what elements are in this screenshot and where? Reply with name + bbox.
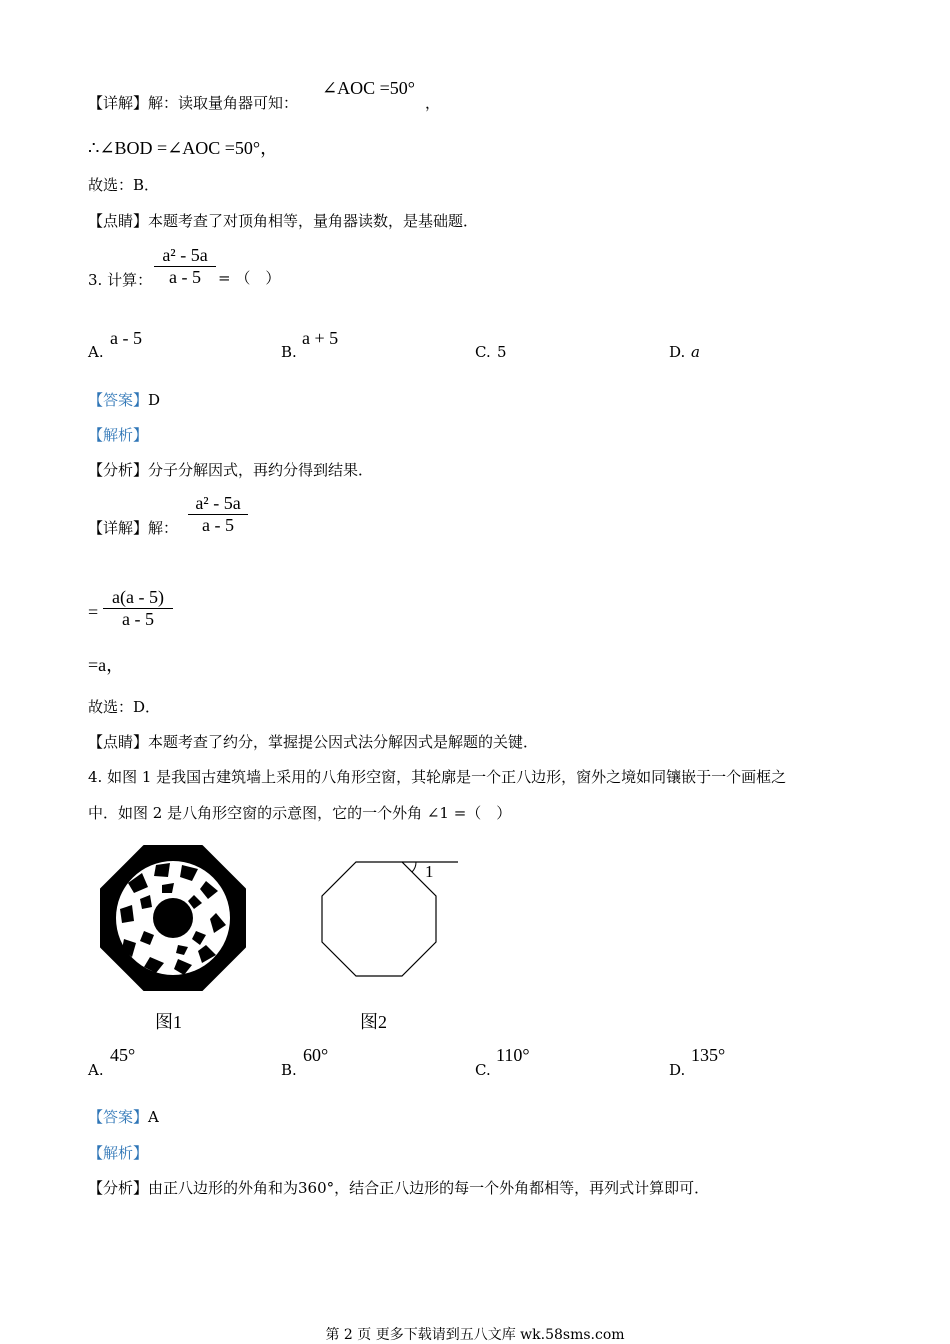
answer-value: D	[148, 391, 161, 409]
q3-detail-fraction	[188, 493, 248, 536]
q4-option-b-letter: B.	[281, 1061, 297, 1079]
dianjing-line-q2: 【点睛】本题考查了对顶角相等，量角器读数，是基础题．	[88, 212, 479, 230]
q4-option-a-letter: A.	[88, 1061, 104, 1079]
detail-line-1	[88, 93, 298, 113]
q3-fraction	[154, 245, 216, 288]
q4-option-d-letter: D.	[669, 1061, 686, 1079]
step1-numerator: a(a - 5)	[112, 587, 164, 607]
answer-value: A	[148, 1108, 159, 1126]
step1-denominator: a - 5	[122, 609, 154, 629]
q3-numerator: a² - 5a	[162, 245, 208, 265]
page-footer: 第 2 页 更多下载请到五八文库 wk.58sms.com	[325, 1327, 625, 1343]
q4-option-b-value: 60°	[303, 1045, 329, 1065]
q3-option-c-letter: C.	[475, 343, 491, 361]
fenxi-q3: 【分析】分子分解因式，再约分得到结果．	[88, 461, 374, 479]
dianjing-line-q3: 【点睛】本题考查了约分，掌握提公因式法分解因式是解题的关键．	[88, 733, 539, 751]
detail-numerator: a² - 5a	[195, 493, 241, 513]
q4-option-c-letter: C.	[475, 1061, 491, 1079]
q4-option-a-value: 45°	[110, 1045, 136, 1065]
q4-line-2: 中．如图 2 是八角形空窗的示意图，它的一个外角 ∠1 =（ ）	[88, 804, 512, 822]
fenxi-q4: 【分析】由正八边形的外角和为360°，结合正八边形的每一个外角都相等，再列式计算即可．	[88, 1179, 710, 1197]
octagon-diagram-figure	[310, 850, 460, 990]
step1-equals: =	[88, 602, 99, 622]
angle-aoc-expression: ∠AOC =50°	[322, 78, 415, 98]
choice-line-q2: 故选：B．	[88, 176, 160, 194]
choice-line-q3: 故选：D．	[88, 698, 161, 716]
q3-option-b-value: a + 5	[302, 328, 339, 348]
q3-option-c-value: 5	[497, 343, 507, 361]
q3-option-d-value: a	[691, 343, 700, 361]
q3-option-b-letter: B.	[281, 343, 297, 361]
detail-denominator: a - 5	[202, 515, 234, 535]
angle-1-label: 1	[425, 862, 434, 881]
figure-2-caption: 图2	[360, 1012, 387, 1032]
detail-line-1-tail: ，	[425, 94, 441, 112]
q3-option-a-letter: A.	[88, 343, 104, 361]
xiangjie-q3: 【详解】解：	[88, 519, 179, 537]
detail-label: 【详解】解：读取量角器可知：	[88, 94, 299, 112]
q3-option-a-value: a - 5	[110, 328, 142, 348]
answer-tag: 【答案】	[88, 1108, 149, 1126]
analysis-tag-q4: 【解析】	[88, 1144, 149, 1162]
q4-option-d-value: 135°	[691, 1045, 726, 1065]
q3-tail: = （ ）	[218, 269, 281, 287]
answer-q3	[88, 390, 160, 410]
analysis-tag-q3: 【解析】	[88, 426, 149, 444]
step2-line: =a，	[88, 655, 125, 675]
octagon-window-figure	[98, 843, 248, 993]
q3-label: 3. 计算：	[88, 271, 153, 289]
q4-option-c-value: 110°	[496, 1045, 530, 1065]
q3-denominator: a - 5	[169, 267, 201, 287]
figure-1-caption: 图1	[155, 1012, 182, 1032]
therefore-line: ∴∠BOD =∠AOC =50°，	[88, 138, 279, 158]
answer-tag: 【答案】	[88, 391, 149, 409]
step1-fraction	[103, 587, 173, 630]
q4-line-1: 4. 如图 1 是我国古建筑墙上采用的八角形空窗，其轮廓是一个正八边形，窗外之境如同镶嵌于一个画框之	[88, 768, 787, 786]
q3-option-d-letter: D.	[669, 343, 686, 361]
answer-q4	[88, 1107, 159, 1127]
